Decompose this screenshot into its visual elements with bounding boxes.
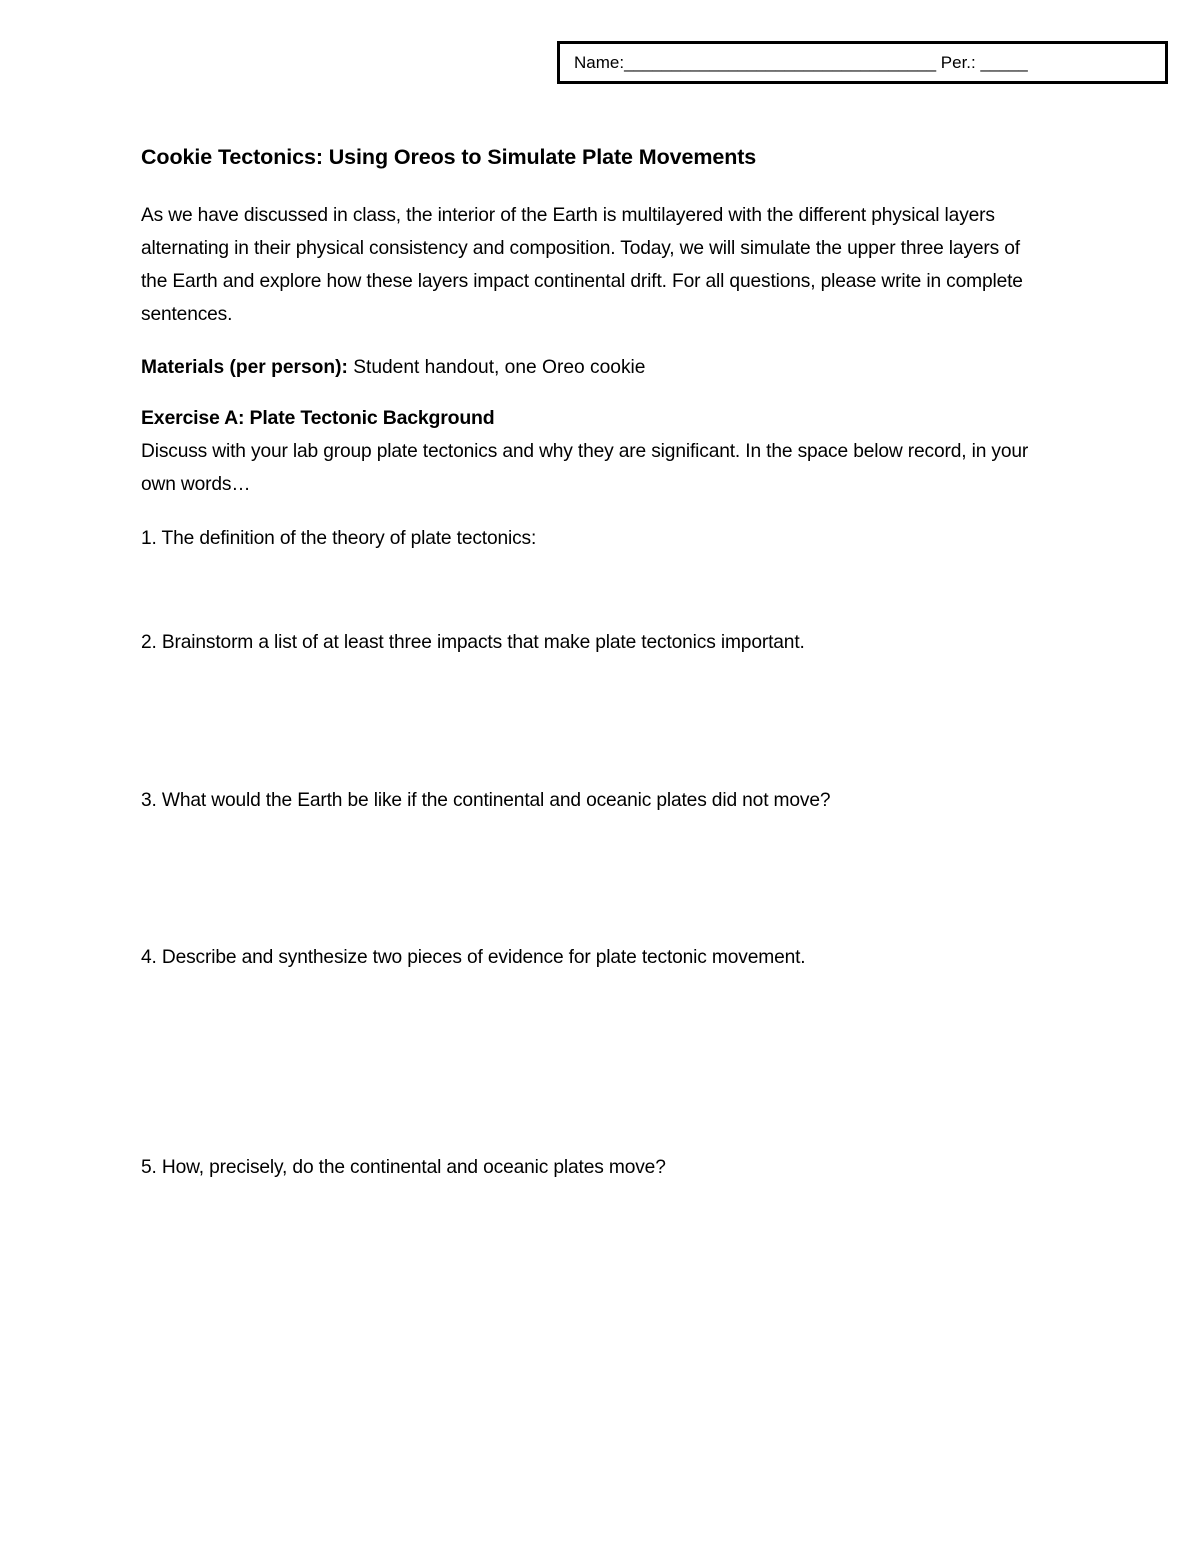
document-title: Cookie Tectonics: Using Oreos to Simulate Plate Movements [141,145,757,169]
name-period-box [557,41,1168,84]
name-period-line: Name:_________________________________ Per.: _____ [574,53,1028,72]
materials-line [141,351,645,384]
question-1: 1. The definition of the theory of plate tectonics: [141,528,537,549]
question-5: 5. How, precisely, do the continental and oceanic plates move? [141,1157,666,1178]
materials-label: Materials (per person): [141,357,348,378]
exercise-a-heading: Exercise A: Plate Tectonic Background [141,407,495,429]
question-3: 3. What would the Earth be like if the continental and oceanic plates did not move? [141,790,831,811]
question-2: 2. Brainstorm a list of at least three impacts that make plate tectonics important. [141,632,805,653]
materials-text: Student handout, one Oreo cookie [347,357,646,378]
question-4: 4. Describe and synthesize two pieces of evidence for plate tectonic movement. [141,947,806,968]
intro-paragraph: As we have discussed in class, the interior of the Earth is multilayered with the different physical layers alternating in their physical consistency and composition. Today, we will simulate the upper three layers of the Earth and explore how these layers impact continental drift. For all questions, please write in complete sentences. [141,205,1023,325]
exercise-a-instructions: Discuss with your lab group plate tectonics and why they are significant. In the space below record, in your own words… [141,441,1029,495]
